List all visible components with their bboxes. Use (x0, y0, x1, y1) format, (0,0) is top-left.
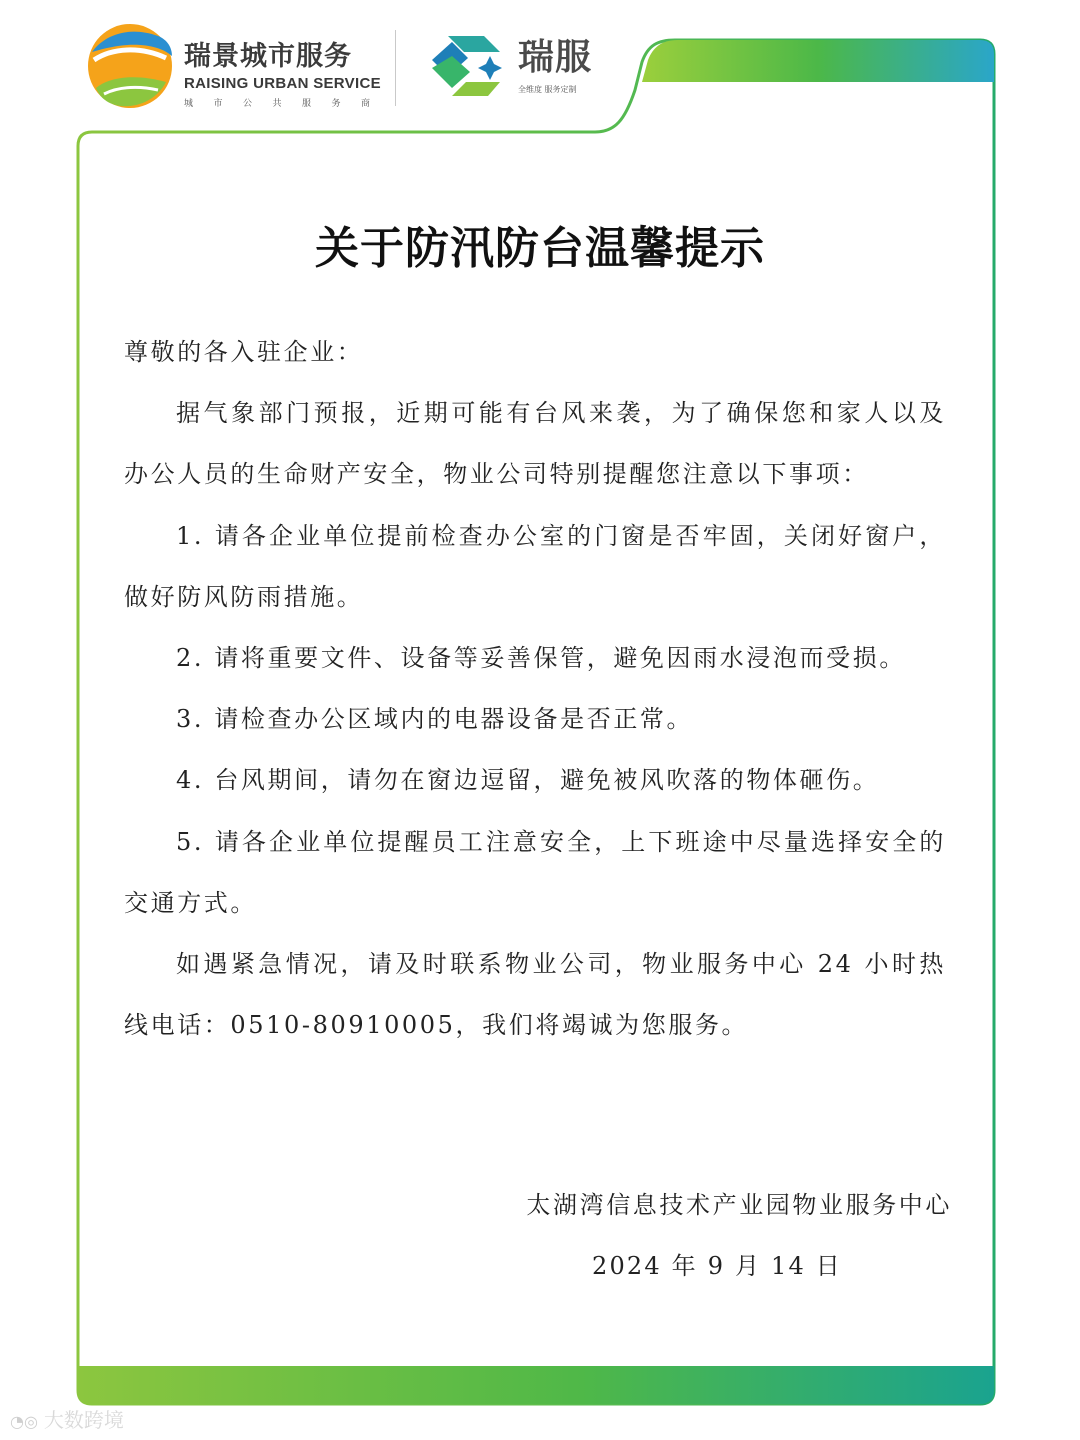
ruifu-brand-name: 瑞服 (518, 37, 593, 78)
notice-item-1: 1. 请各企业单位提前检查办公室的门窗是否牢固，关闭好窗户，做好防风防雨措施。 (124, 521, 946, 611)
notice-title: 关于防汛防台温馨提示 (315, 223, 765, 274)
signature-date: 2024 年 9 月 14 日 (591, 1252, 842, 1280)
frame-top-tab (642, 40, 994, 82)
closing-paragraph: 如遇紧急情况，请及时联系物业公司，物业服务中心 24 小时热线电话：0510-80910005，我们将竭诚为您服务。 (124, 950, 946, 1040)
watermark-logo-icon: ◔◎ (10, 1412, 38, 1431)
ruifu-brand (518, 37, 593, 95)
ruifu-logo-icon (432, 36, 502, 96)
watermark (10, 1404, 124, 1433)
raising-logo-icon (88, 24, 172, 108)
intro-paragraph: 据气象部门预报，近期可能有台风来袭，为了确保您和家人以及办公人员的生命财产安全，物业公司特别提醒您注意以下事项： (124, 399, 946, 489)
ruifu-brand-tagline: 全维度 服务定制 (518, 85, 577, 94)
raising-brand-name: 瑞景城市服务 (184, 41, 352, 72)
raising-brand-tagline: 城市公共服务商 (184, 99, 391, 109)
notice-body (124, 322, 946, 1056)
frame-bottom-bar (78, 1366, 994, 1404)
notice-item-3: 3. 请检查办公区域内的电器设备是否正常。 (176, 705, 694, 734)
notice-item-4: 4. 台风期间，请勿在窗边逗留，避免被风吹落的物体砸伤。 (176, 766, 880, 795)
logo-divider (395, 30, 396, 106)
salutation: 尊敬的各入驻企业： (124, 338, 364, 366)
raising-brand-name-en: RAISING URBAN SERVICE (184, 75, 381, 92)
signature-org: 太湖湾信息技术产业园物业服务中心 (526, 1191, 952, 1219)
notice-item-5: 5. 请各企业单位提醒员工注意安全，上下班途中尽量选择安全的交通方式。 (124, 827, 946, 917)
notice-item-2: 2. 请将重要文件、设备等妥善保管，避免因雨水浸泡而受损。 (176, 644, 906, 673)
raising-brand (184, 34, 391, 109)
watermark-text: 大数跨境 (43, 1408, 124, 1432)
